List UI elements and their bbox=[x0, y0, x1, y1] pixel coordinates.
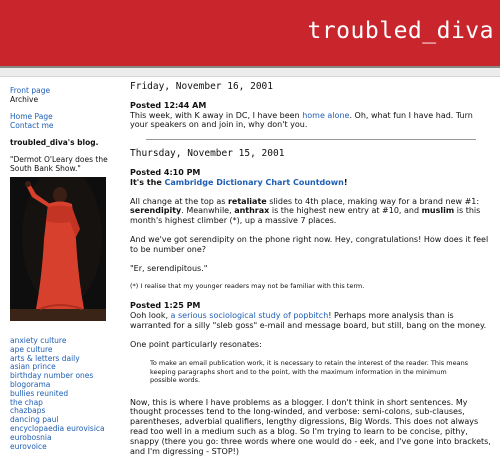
link-asian-prince[interactable]: asian prince bbox=[10, 362, 56, 372]
header-divider bbox=[0, 68, 500, 77]
post-body: Ooh look, a serious sociological study of popbitch! Perhaps more analysis than is warranted for a silly "sleb goss" e-mail and message board, but still, bang on the money. bbox=[130, 310, 487, 330]
home-page-link[interactable]: Home Page bbox=[10, 112, 53, 121]
link-chazbaps[interactable]: chazbaps bbox=[10, 406, 46, 416]
home-alone-link[interactable]: home alone bbox=[302, 110, 350, 120]
singer-photo-illustration bbox=[10, 177, 106, 321]
post-paragraph: "Er, serendipitous." bbox=[130, 263, 208, 273]
post-footnote: (*) I realise that my younger readers may not be familiar with this term. bbox=[130, 282, 365, 291]
main-content bbox=[130, 78, 492, 465]
photo-caption: "Dermot O'Leary does the South Bank Show." bbox=[10, 155, 108, 173]
post-timestamp: Posted 4:10 PM bbox=[130, 167, 201, 177]
post-paragraph: Now, this is where I have problems as a blogger. I don't think in short sentences. My thought processes tend to the long-winded, and verbose: semi-colons, sub-clauses, parentheses, adverbial qualifiers, lengthy digressions, Big Words. This does not always read too well in a medium such as a blog. So I'm trying to learn to be concise, pithy, snappy (there you go: three words where one would do - eek, and I've gone into brackets, and I'm digressing - STOP!) bbox=[130, 397, 491, 456]
link-dancing-paul[interactable]: dancing paul bbox=[10, 415, 59, 425]
post-paragraph: One point particularly resonates: bbox=[130, 339, 262, 349]
link-birthday-number-ones[interactable]: birthday number ones bbox=[10, 371, 94, 381]
link-bullies-reunited[interactable]: bullies reunited bbox=[10, 388, 69, 398]
site-header bbox=[0, 0, 500, 68]
date-header: Friday, November 16, 2001 bbox=[130, 81, 273, 92]
front-page-link[interactable]: Front page bbox=[10, 86, 51, 95]
link-eurobosnia[interactable]: eurobosnia bbox=[10, 432, 52, 442]
sidebar bbox=[10, 86, 122, 451]
post-paragraph: And we've got serendipity on the phone right now. Hey, congratulations! How does it feel to be number one? bbox=[130, 234, 489, 254]
blockquote: To make an email publication work, it is necessary to retain the interest of the reader. This means keeping paragraphs short and to the point, with the maximum information in the minimum possible words. bbox=[150, 359, 469, 385]
singer-photo bbox=[10, 177, 106, 321]
link-blogorama[interactable]: blogorama bbox=[10, 379, 51, 389]
post-body: This week, with K away in DC, I have been home alone. Oh, what fun I have had. Turn your speakers on and join in, why don't you. bbox=[130, 110, 473, 130]
sidebar-nav-primary bbox=[10, 86, 122, 104]
link-list bbox=[10, 337, 122, 451]
sidebar-blog-title: troubled_diva's blog. bbox=[10, 138, 99, 147]
link-eurovoice[interactable]: eurovoice bbox=[10, 441, 47, 451]
post-timestamp: Posted 12:44 AM bbox=[130, 100, 207, 110]
link-arts-letters-daily[interactable]: arts & letters daily bbox=[10, 353, 80, 363]
post-divider bbox=[146, 139, 476, 140]
post-timestamp: Posted 1:25 PM bbox=[130, 301, 201, 311]
link-ape-culture[interactable]: ape culture bbox=[10, 344, 53, 354]
sidebar-nav-secondary bbox=[10, 112, 122, 130]
contact-me-link[interactable]: Contact me bbox=[10, 121, 54, 130]
chart-countdown-link[interactable]: Cambridge Dictionary Chart Countdown bbox=[164, 177, 344, 187]
link-the-chap[interactable]: the chap bbox=[10, 397, 43, 407]
archive-label: Archive bbox=[10, 95, 39, 104]
post-title: It's the Cambridge Dictionary Chart Countdown! bbox=[130, 177, 348, 187]
link-anxiety-culture[interactable]: anxiety culture bbox=[10, 336, 67, 345]
site-title: troubled_diva bbox=[307, 18, 494, 44]
date-header: Thursday, November 15, 2001 bbox=[130, 148, 285, 160]
popbitch-study-link[interactable]: a serious sociological study of popbitch bbox=[170, 310, 329, 320]
link-encyclopaedia-eurovisica[interactable]: encyclopaedia eurovisica bbox=[10, 423, 105, 433]
post-paragraph: All change at the top as retaliate slides to 4th place, making way for a brand new #1: serendipity. Meanwhile, anthrax is the highest new entry at #10, and muslim is this month's highest climber (*), up a massive 7 places. bbox=[130, 196, 481, 226]
